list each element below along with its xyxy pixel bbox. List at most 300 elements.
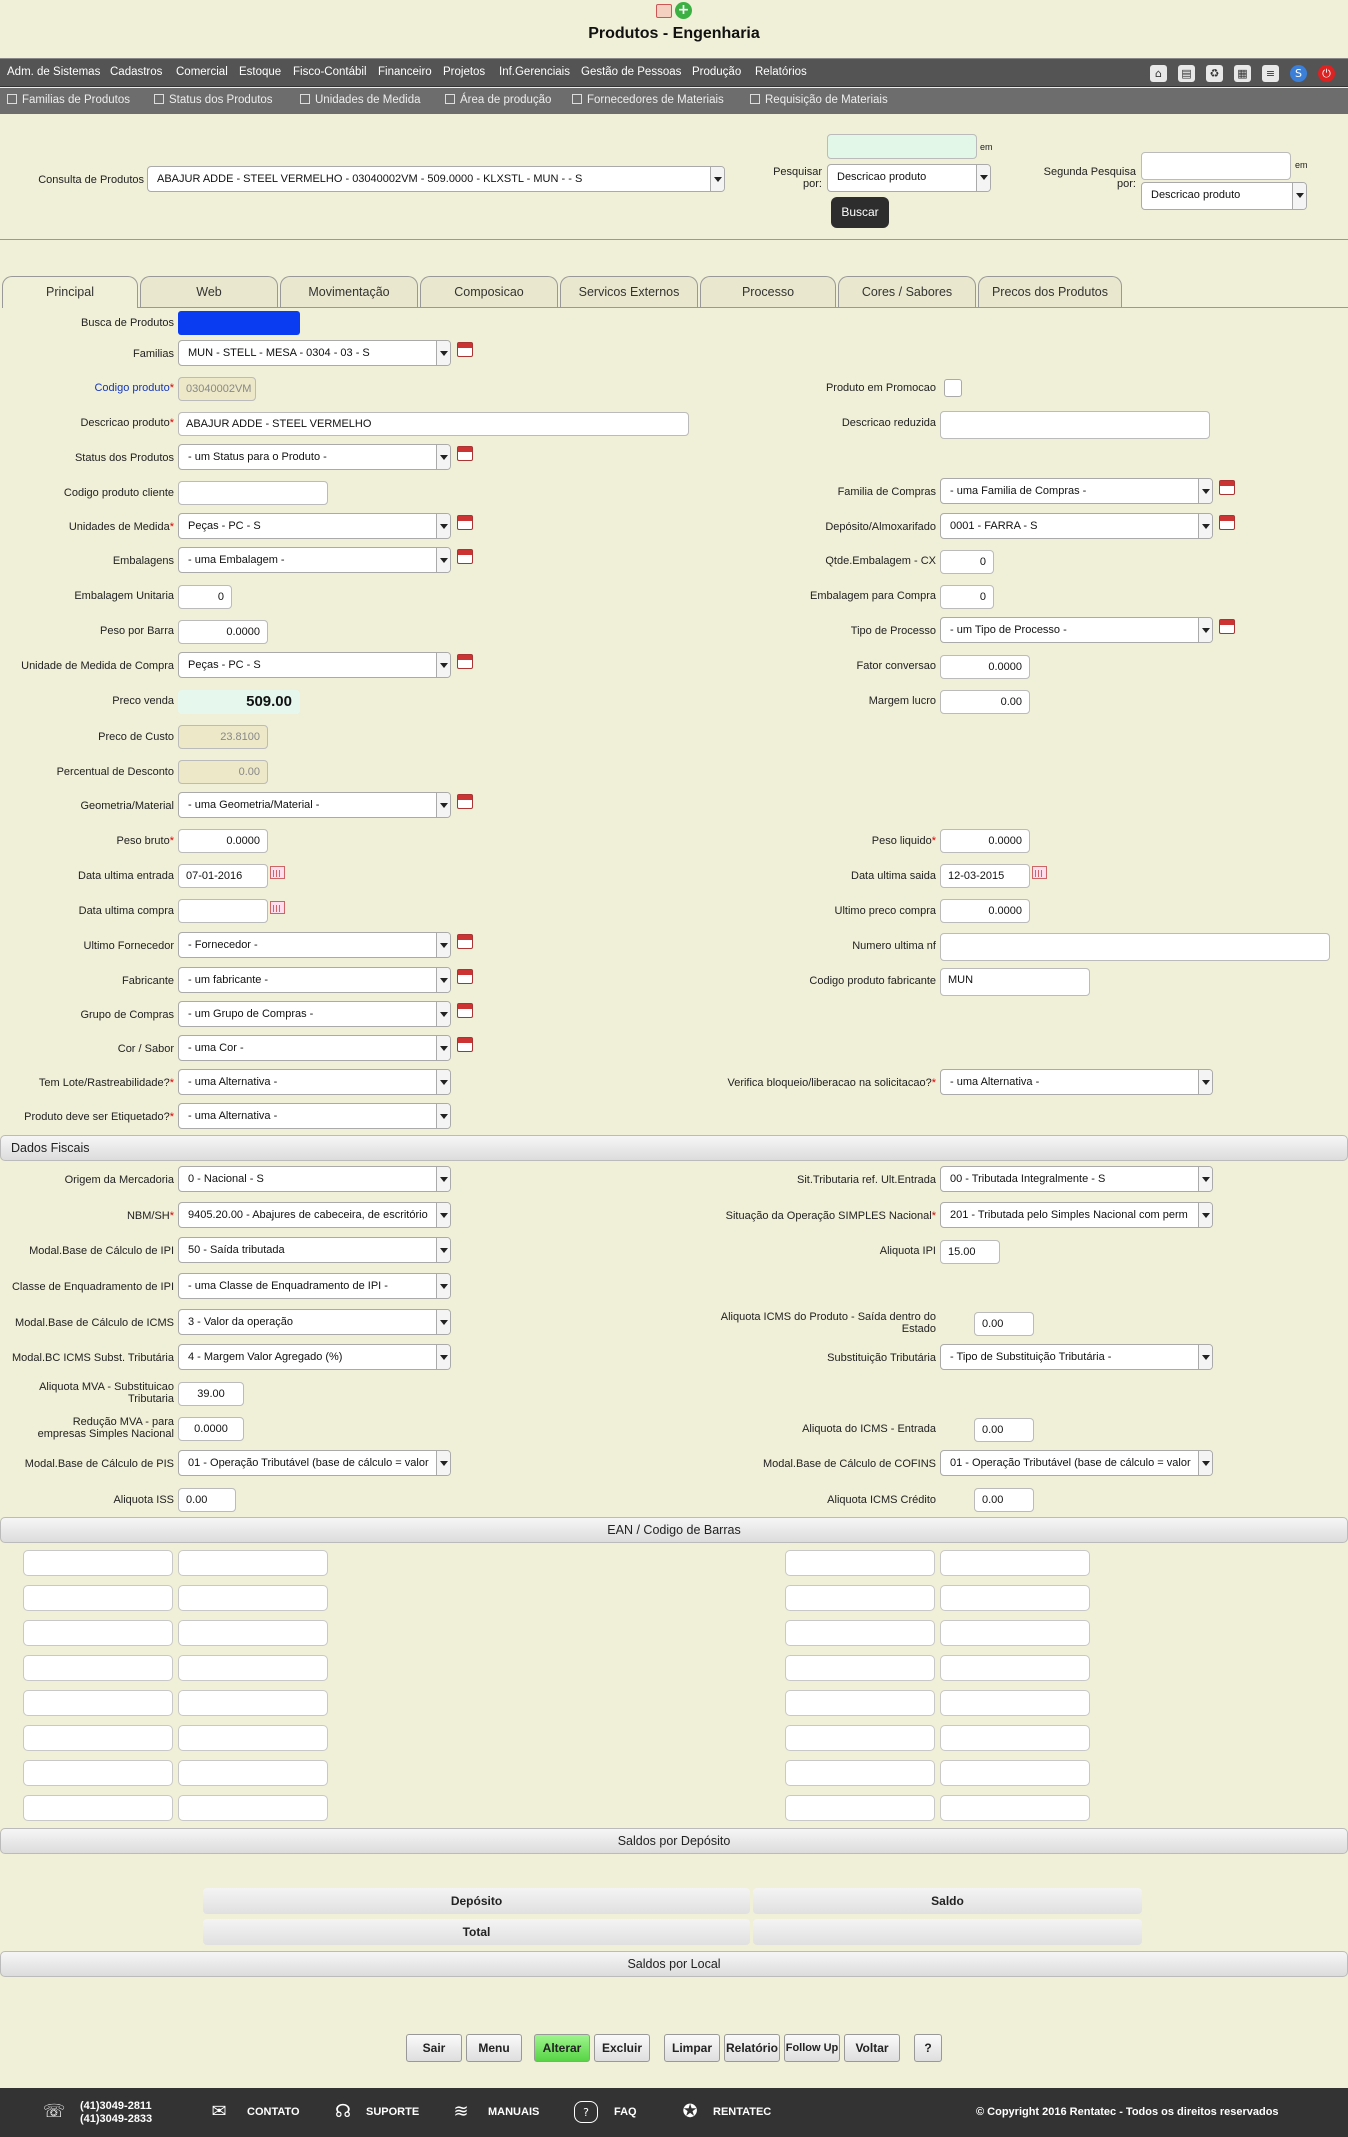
chevron-down-icon [436,1070,450,1094]
limpar-button[interactable]: Limpar [664,2034,720,2062]
ean-input[interactable] [23,1585,173,1611]
home-icon[interactable]: ⌂ [1150,65,1167,82]
iss-label: Aliquota ISS [113,1494,174,1506]
ult-forn-label: Ultimo Fornecedor [83,940,174,952]
chevron-down-icon [1198,1451,1212,1475]
geometria-select[interactable] [178,792,451,818]
fabricante-value: - um fabricante - [188,974,269,986]
simples-select[interactable] [940,1202,1213,1228]
ean-input[interactable] [940,1585,1090,1611]
cor-select[interactable] [178,1035,451,1061]
dt-compra-input[interactable] [178,899,268,923]
busca-input[interactable] [178,311,300,335]
preco-custo-input[interactable]: 23.8100 [178,725,268,749]
un-compra-select[interactable] [178,652,451,678]
menu-comercial[interactable]: Comercial [176,66,228,78]
tab-precos[interactable]: Precos dos Produtos [978,276,1122,307]
window-icon [572,94,582,104]
unidades-label-text: Unidades de Medida [68,521,170,533]
submenu-label: Familias de Produtos [22,94,131,106]
footer [0,2088,1348,2137]
subst-label: Substituição Tributária [827,1352,936,1364]
tab-processo[interactable]: Processo [700,276,836,307]
chevron-down-icon [1198,618,1212,642]
etiquetado-label: Produto deve ser Etiquetado?* [24,1111,174,1123]
chevron-down-icon [436,1310,450,1334]
date-picker-icon[interactable] [270,901,285,914]
phone-1: (41)3049-2811 [80,2100,152,2112]
descricao-input[interactable]: ABAJUR ADDE - STEEL VERMELHO [178,412,689,436]
icms-st-label: Modal.BC ICMS Subst. Tributária [11,1352,174,1364]
preco-venda-input[interactable]: 509.00 [178,690,300,714]
ean-input[interactable] [785,1690,935,1716]
simples-label-text: Situação da Operação SIMPLES Nacional [725,1210,932,1222]
print-icon[interactable]: ▤ [1178,65,1195,82]
ean-input[interactable] [178,1760,328,1786]
pis-value: 01 - Operação Tributável (base de cálculo = valor [188,1457,429,1469]
num-nf-input[interactable] [940,933,1330,961]
rentatec-icon: ✪ [682,2101,698,2122]
aliq-ipi-label: Aliquota IPI [879,1245,936,1257]
cod-fab-input[interactable]: MUN [940,968,1090,996]
segunda-input[interactable] [1141,152,1291,180]
menu-financeiro[interactable]: Financeiro [378,66,432,78]
chevron-down-icon [436,1345,450,1369]
tab-cores-sabores[interactable]: Cores / Sabores [838,276,976,307]
submenu-status[interactable] [154,94,273,106]
un-compra-label: Unidade de Medida de Compra [21,660,174,672]
submenu-label: Área de produção [460,94,552,106]
add-icon[interactable]: + [675,2,692,19]
fator-label: Fator conversao [856,660,936,672]
mva-input[interactable]: 39.00 [178,1382,244,1406]
classe-label: Classe de Enquadramento de IPI [11,1281,174,1293]
submenu-requisicao[interactable] [750,94,888,106]
menu-button[interactable]: Menu [466,2034,522,2062]
chevron-down-icon [436,653,450,677]
chevron-down-icon [436,793,450,817]
lote-label: Tem Lote/Rastreabilidade?* [38,1077,174,1089]
lote-value: - uma Alternativa - [188,1076,278,1088]
help-button[interactable]: ? [914,2034,942,2062]
calendar-icon[interactable] [1219,619,1235,634]
aliq-icms-prod-label: Aliquota ICMS do Produto - Saída dentro do Estado [720,1311,936,1335]
dt-compra-label: Data ultima compra [78,905,174,917]
simples-label: Situação da Operação SIMPLES Nacional* [725,1210,936,1222]
suporte-link[interactable]: SUPORTE [366,2106,420,2118]
segunda-select[interactable] [1141,182,1307,210]
etiquetado-value: - uma Alternativa - [188,1110,278,1122]
ean-input[interactable] [23,1620,173,1646]
consulta-value: ABAJUR ADDE - STEEL VERMELHO - 03040002VM - 509.0000 - KLXSTL - MUN - - S [157,173,583,185]
dt-entrada-input[interactable]: 07-01-2016 [178,864,268,888]
calendar-icon[interactable] [1219,480,1235,495]
deposito-value: 0001 - FARRA - S [950,520,1038,532]
ean-input[interactable] [785,1795,935,1821]
verifica-value: - uma Alternativa - [950,1076,1040,1088]
list-icon[interactable]: ≡ [1262,65,1279,82]
ean-input[interactable] [785,1655,935,1681]
codigo-input[interactable]: 03040002VM [178,377,256,401]
title-bar [0,0,1348,58]
submenu-familias[interactable] [7,94,130,106]
sub-menu [0,88,1348,114]
submenu-label: Fornecedores de Materiais [587,94,724,106]
familia-compras-label: Familia de Compras [837,486,936,498]
perc-desc-label: Percentual de Desconto [56,766,174,778]
iss-input[interactable]: 0.00 [178,1488,236,1512]
chevron-down-icon [436,968,450,992]
aliq-icms-prod-input[interactable]: 0.00 [974,1312,1034,1336]
chevron-down-icon [1198,1203,1212,1227]
ean-input[interactable] [940,1655,1090,1681]
verifica-select[interactable] [940,1069,1213,1095]
faq-icon: ? [574,2101,598,2123]
dt-entrada-label: Data ultima entrada [78,870,174,882]
familias-select[interactable] [178,340,451,366]
chevron-down-icon [436,445,450,469]
cor-value: - uma Cor - [188,1042,244,1054]
calendar-icon[interactable] [457,654,473,669]
deposito-select[interactable] [940,513,1213,539]
window-icon [445,94,455,104]
contato-link[interactable]: CONTATO [247,2106,300,2118]
ean-input[interactable] [23,1690,173,1716]
pesquisar-input[interactable] [827,134,977,159]
menu-gestao-pessoas[interactable]: Gestão de Pessoas [581,66,682,78]
origem-select[interactable] [178,1166,451,1192]
icms-cred-input[interactable]: 0.00 [974,1488,1034,1512]
dados-fiscais-header: Dados Fiscais [0,1135,1348,1161]
menu-projetos[interactable]: Projetos [443,66,486,78]
calendar-icon[interactable] [457,342,473,357]
ean-input[interactable] [785,1550,935,1576]
calendar-icon[interactable] [1219,515,1235,530]
ean-header: EAN / Codigo de Barras [0,1517,1348,1543]
grupo-select[interactable] [178,1001,451,1027]
ean-input[interactable] [23,1725,173,1751]
peso-bruto-label: Peso bruto* [116,835,174,847]
nbm-value: 9405.20.00 - Abajures de cabeceira, de escritório [188,1209,428,1221]
sit-value: 00 - Tributada Integralmente - S [950,1173,1106,1185]
fator-input[interactable]: 0.0000 [940,655,1030,679]
subst-select[interactable] [940,1344,1213,1370]
red-mva-input[interactable]: 0.0000 [178,1417,244,1441]
embalagens-value: - uma Embalagem - [188,554,285,566]
ean-input[interactable] [785,1620,935,1646]
peso-barra-input[interactable]: 0.0000 [178,620,268,644]
familias-value: MUN - STELL - MESA - 0304 - 03 - S [188,347,370,359]
chevron-down-icon [436,1451,450,1475]
submenu-unidades[interactable] [300,94,421,106]
voltar-button[interactable]: Voltar [844,2034,900,2062]
tab-web[interactable]: Web [140,276,278,307]
phone-icon: ☏ [42,2101,66,2122]
busca-label: Busca de Produtos [81,317,174,329]
verifica-label: Verifica bloqueio/liberacao na solicitacao?* [727,1077,936,1089]
nbm-select[interactable] [178,1202,451,1228]
deposito-label: Depósito/Almoxarifado [825,521,936,533]
date-picker-icon[interactable] [1032,866,1047,879]
mva-label: Aliquota MVA - Substituicao Tributaria [39,1381,174,1405]
promocao-checkbox[interactable] [944,379,962,397]
tab-servicos-externos[interactable]: Servicos Externos [560,276,698,307]
dt-saida-input[interactable]: 12-03-2015 [940,864,1030,888]
pis-select[interactable] [178,1450,451,1476]
ean-input[interactable] [178,1585,328,1611]
saldos-local-header: Saldos por Local [0,1951,1348,1977]
tab-principal[interactable]: Principal [2,276,138,308]
tab-movimentacao[interactable]: Movimentação [280,276,418,307]
menu-estoque[interactable]: Estoque [239,66,282,78]
ean-input[interactable] [178,1725,328,1751]
ean-input[interactable] [23,1655,173,1681]
calendar-icon[interactable] [457,515,473,530]
ean-input[interactable] [785,1725,935,1751]
chevron-down-icon [1198,1167,1212,1191]
ean-input[interactable] [23,1550,173,1576]
ean-input[interactable] [785,1760,935,1786]
tipo-processo-select[interactable] [940,617,1213,643]
sit-select[interactable] [940,1166,1213,1192]
ean-input[interactable] [940,1690,1090,1716]
total-label: Total [203,1919,750,1945]
ult-forn-select[interactable] [178,932,451,958]
ean-input[interactable] [178,1655,328,1681]
verifica-label-text: Verifica bloqueio/liberacao na solicitacao? [727,1077,932,1089]
phone-2: (41)3049-2833 [80,2113,153,2125]
un-compra-value: Peças - PC - S [188,659,261,671]
tab-baseline [138,307,1348,308]
relatorio-button[interactable]: Relatório [724,2034,780,2062]
menu-inf-gerenciais[interactable]: Inf.Gerenciais [499,66,570,78]
pesquisar-label: Pesquisar por: [773,166,822,190]
submenu-area-producao[interactable] [445,94,551,106]
descricao-label-text: Descricao produto [80,417,170,429]
cod-fab-label: Codigo produto fabricante [809,975,936,987]
chevron-down-icon [1198,1345,1212,1369]
unidades-value: Peças - PC - S [188,520,261,532]
chevron-down-icon [1292,183,1306,209]
chevron-down-icon [710,167,724,191]
peso-barra-label: Peso por Barra [100,625,174,637]
total-value [753,1919,1142,1945]
etiquetado-select[interactable] [178,1103,451,1129]
headset-icon: ☊ [335,2101,351,2122]
buscar-button[interactable]: Buscar [831,197,889,228]
em-label-2: em [1295,160,1308,170]
classe-select[interactable] [178,1273,451,1299]
peso-liquido-label-text: Peso liquido [871,835,932,847]
geometria-label: Geometria/Material [80,800,174,812]
subst-value: - Tipo de Substituição Tributária - [950,1351,1112,1363]
trash-icon[interactable]: ♻ [1206,65,1223,82]
ean-input[interactable] [23,1760,173,1786]
aliq-ipi-input[interactable]: 15.00 [940,1240,1000,1264]
ean-input[interactable] [940,1760,1090,1786]
chevron-down-icon [436,1238,450,1262]
window-icon [154,94,164,104]
chevron-down-icon [436,933,450,957]
fabricante-select[interactable] [178,967,451,993]
status-label: Status dos Produtos [74,452,174,464]
power-icon[interactable]: ⏻ [1318,65,1335,82]
segunda-label: Segunda Pesquisa por: [1043,166,1136,190]
col-saldo: Saldo [753,1888,1142,1914]
status-select[interactable] [178,444,451,470]
ean-input[interactable] [178,1795,328,1821]
emb-compra-input[interactable]: 0 [940,585,994,609]
cofins-select[interactable] [940,1450,1213,1476]
unidades-label: Unidades de Medida* [68,521,174,533]
divider [0,239,1348,240]
consulta-label: Consulta de Produtos [38,174,144,186]
menu-producao[interactable]: Produção [692,66,742,78]
followup-button[interactable]: Follow Up [784,2034,840,2062]
chevron-down-icon [436,341,450,365]
descricao-label: Descricao produto* [80,417,174,429]
calendar-icon[interactable] [457,1037,473,1052]
faq-link[interactable]: FAQ [614,2106,637,2118]
unidades-select[interactable] [178,513,451,539]
ean-input[interactable] [940,1620,1090,1646]
peso-liquido-label: Peso liquido* [871,835,936,847]
manuais-link[interactable]: MANUAIS [488,2106,540,2118]
cor-label: Cor / Sabor [117,1043,174,1055]
submenu-fornecedores[interactable] [572,94,724,106]
red-mva-label: Redução MVA - para empresas Simples Nacional [37,1416,174,1440]
menu-relatorios[interactable]: Relatórios [755,66,807,78]
date-picker-icon[interactable] [270,866,285,879]
document-icon[interactable]: ▦ [1234,65,1251,82]
ean-input[interactable] [940,1725,1090,1751]
sair-button[interactable]: Sair [406,2034,462,2062]
rentatec-link[interactable]: RENTATEC [713,2106,772,2118]
book-icon: ≋ [453,2101,469,2122]
lote-select[interactable] [178,1069,451,1095]
cod-cliente-input[interactable] [178,481,328,505]
perc-desc-input[interactable]: 0.00 [178,760,268,784]
icms-base-value: 3 - Valor da operação [188,1316,293,1328]
submenu-label: Unidades de Medida [315,94,421,106]
ean-input[interactable] [940,1795,1090,1821]
pis-label: Modal.Base de Cálculo de PIS [24,1458,174,1470]
skype-icon[interactable]: S [1290,65,1307,82]
chevron-down-icon [1198,1070,1212,1094]
ean-input[interactable] [940,1550,1090,1576]
ean-input[interactable] [178,1690,328,1716]
ean-input[interactable] [785,1585,935,1611]
window-icon [750,94,760,104]
icms-st-value: 4 - Margem Valor Agregado (%) [188,1351,343,1363]
qtde-emb-input[interactable]: 0 [940,550,994,574]
origem-value: 0 - Nacional - S [188,1173,264,1185]
descr-reduzida-input[interactable] [940,411,1210,439]
pdf-icon[interactable] [656,4,672,18]
window-icon [300,94,310,104]
pesquisar-select-value: Descricao produto [837,171,927,183]
embalagens-select[interactable] [178,547,451,573]
submenu-label: Requisição de Materiais [765,94,888,106]
window-icon [7,94,17,104]
peso-liquido-input[interactable]: 0.0000 [940,829,1030,853]
ipi-base-value: 50 - Saída tributada [188,1244,285,1256]
consulta-select[interactable] [147,166,725,192]
promocao-label: Produto em Promocao [825,382,936,394]
chevron-down-icon [1198,514,1212,538]
status-value: - um Status para o Produto - [188,451,327,463]
peso-bruto-input[interactable]: 0.0000 [178,829,268,853]
calendar-icon[interactable] [457,446,473,461]
classe-value: - uma Classe de Enquadramento de IPI - [188,1280,388,1292]
nbm-label-text: NBM/SH [126,1210,170,1222]
tipo-processo-value: - um Tipo de Processo - [950,624,1067,636]
fabricante-label: Fabricante [122,975,174,987]
chevron-down-icon [1198,479,1212,503]
embalagens-label: Embalagens [112,555,174,567]
ipi-base-label: Modal.Base de Cálculo de IPI [29,1245,174,1257]
calendar-icon[interactable] [457,934,473,949]
tab-composicao[interactable]: Composicao [420,276,558,307]
em-label: em [980,142,993,152]
emb-compra-label: Embalagem para Compra [810,590,936,602]
peso-bruto-label-text: Peso bruto [116,835,170,847]
lote-label-text: Tem Lote/Rastreabilidade? [38,1077,170,1089]
aliq-icms-ent-input[interactable]: 0.00 [974,1418,1034,1442]
margem-input[interactable]: 0.00 [940,690,1030,714]
ipi-base-select[interactable] [178,1237,451,1263]
calendar-icon[interactable] [457,1003,473,1018]
saldos-deposito-header: Saldos por Depósito [0,1828,1348,1854]
simples-value: 201 - Tributada pelo Simples Nacional com perm [950,1209,1188,1221]
chevron-down-icon [436,1002,450,1026]
cod-cliente-label: Codigo produto cliente [63,487,174,499]
pesquisar-select[interactable] [827,164,991,192]
familia-compras-select[interactable] [940,478,1213,504]
excluir-button[interactable]: Excluir [594,2034,650,2062]
chevron-down-icon [436,548,450,572]
familia-compras-value: - uma Familia de Compras - [950,485,1087,497]
codigo-label: Codigo produto* [94,382,174,394]
margem-label: Margem lucro [868,695,936,707]
calendar-icon[interactable] [457,969,473,984]
preco-venda-label: Preco venda [112,695,174,707]
ean-input[interactable] [178,1620,328,1646]
calendar-icon[interactable] [457,549,473,564]
main-menu [0,58,1348,87]
menu-cadastros[interactable]: Cadastros [110,66,163,78]
menu-adm-sistemas[interactable]: Adm. de Sistemas [7,66,101,78]
chevron-down-icon [436,1274,450,1298]
chevron-down-icon [976,165,990,191]
grupo-value: - um Grupo de Compras - [188,1008,314,1020]
menu-fisco-contabil[interactable]: Fisco-Contábil [293,66,367,78]
emb-unit-label: Embalagem Unitaria [74,590,174,602]
ean-input[interactable] [23,1795,173,1821]
calendar-icon[interactable] [457,794,473,809]
segunda-select-value: Descricao produto [1151,189,1241,201]
icms-base-select[interactable] [178,1309,451,1335]
alterar-button[interactable]: Alterar [534,2034,590,2062]
ean-input[interactable] [178,1550,328,1576]
icms-st-select[interactable] [178,1344,451,1370]
ult-preco-input[interactable]: 0.0000 [940,899,1030,923]
submenu-label: Status dos Produtos [169,94,273,106]
sit-label: Sit.Tributaria ref. Ult.Entrada [797,1174,936,1186]
num-nf-label: Numero ultima nf [852,940,936,952]
emb-unit-input[interactable]: 0 [178,585,232,609]
descr-reduzida-label: Descricao reduzida [841,417,936,429]
